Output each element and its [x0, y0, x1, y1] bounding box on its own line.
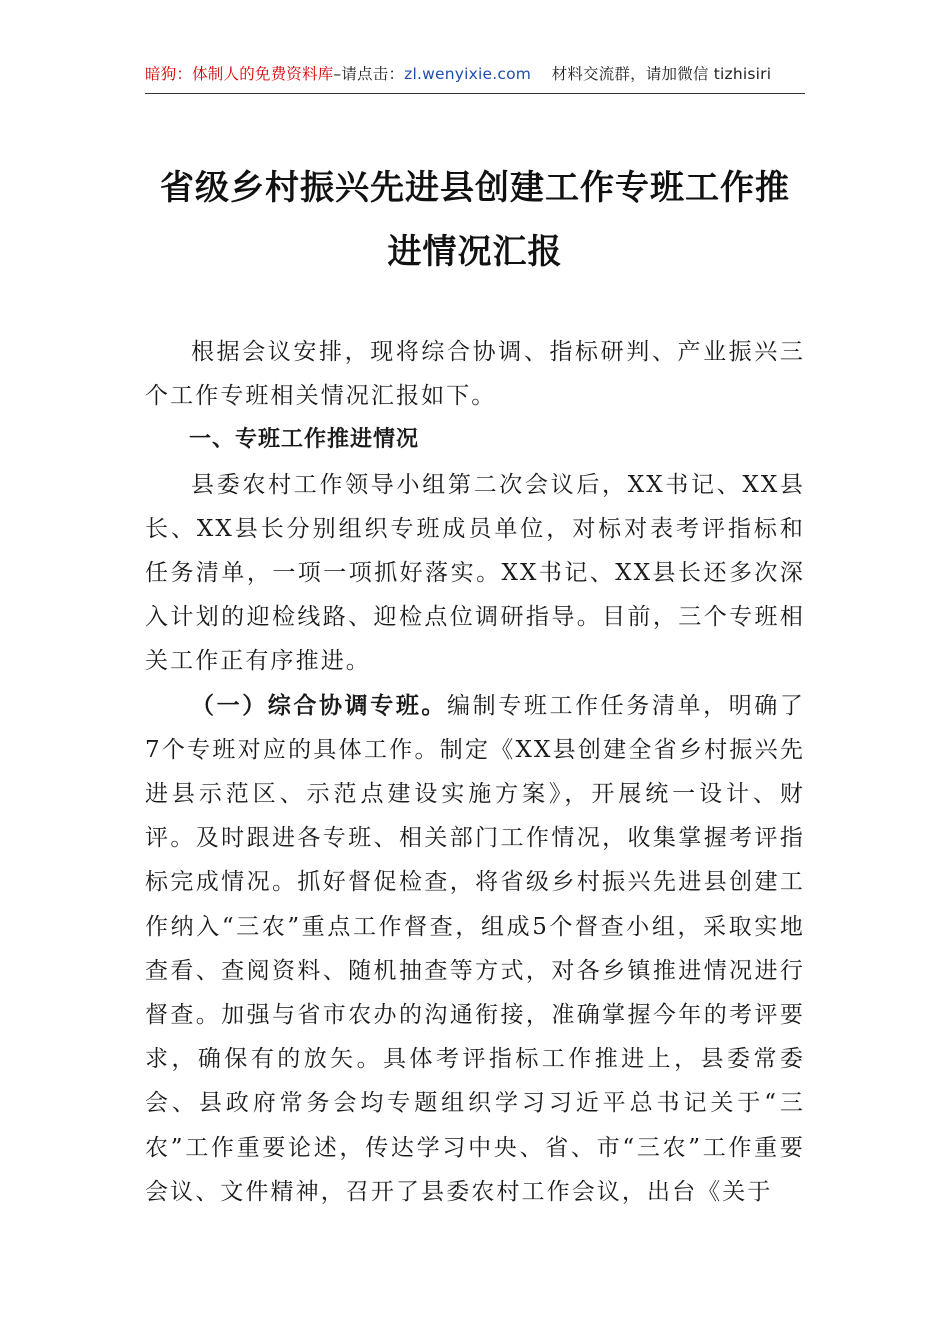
document-body	[145, 330, 805, 1214]
header-click-prompt: –请点击：	[333, 65, 405, 83]
subsection-1-paragraph	[145, 684, 805, 1214]
header-url-link[interactable]: zl.wenyixie.com	[404, 65, 532, 83]
header-wechat-note: 材料交流群，请加微信 tizhisiri	[551, 65, 772, 83]
header-spacer	[531, 65, 552, 83]
title-line-2: 进情况汇报	[387, 232, 563, 272]
intro-paragraph: 根据会议安排，现将综合协调、指标研判、产业振兴三个工作专班相关情况汇报如下。	[145, 339, 805, 410]
document-title	[145, 156, 805, 284]
header-divider	[145, 93, 805, 94]
title-line-1: 省级乡村振兴先进县创建工作专班工作推	[160, 168, 790, 208]
section-heading-1: 一、专班工作推进情况	[189, 427, 420, 453]
header-bar	[145, 62, 805, 92]
section-1-paragraph: 县委农村工作领导小组第二次会议后，XX书记、XX县长、XX县长分别组织专班成员单位，对标对表考评指标和任务清单，一项一项抓好落实。XX书记、XX县长还多次深入计划的迎检线路、迎检点位调研指导。目前，三个专班相关工作正有序推进。	[145, 471, 805, 675]
header-brand: 暗狗：体制人的免费资料库	[145, 65, 334, 83]
subsection-1-body: 编制专班工作任务清单，明确了7个专班对应的具体工作。制定《XX县创建全省乡村振兴先进县示范区、示范点建设实施方案》，开展统一设计、财评。及时跟进各专班、相关部门工作情况，收集掌握考评指标完成情况。抓好督促检查，将省级乡村振兴先进县创建工作纳入“三农”重点工作督查，组成5个督查小组，采取实地查看、查阅资料、随机抽查等方式，对各乡镇推进情况进行督查。加强与省市农办的沟通衔接，准确掌握今年的考评要求，确保有的放矢。具体考评指标工作推进上，县委常委会、县政府常务会均专题组织学习习近平总书记关于“三农”工作重要论述，传达学习中央、省、市“三农”工作重要会议、文件精神，召开了县委农村工作会议，出台《关于	[145, 692, 805, 1205]
subsection-1-lead: （一）综合协调专班。	[191, 691, 448, 719]
